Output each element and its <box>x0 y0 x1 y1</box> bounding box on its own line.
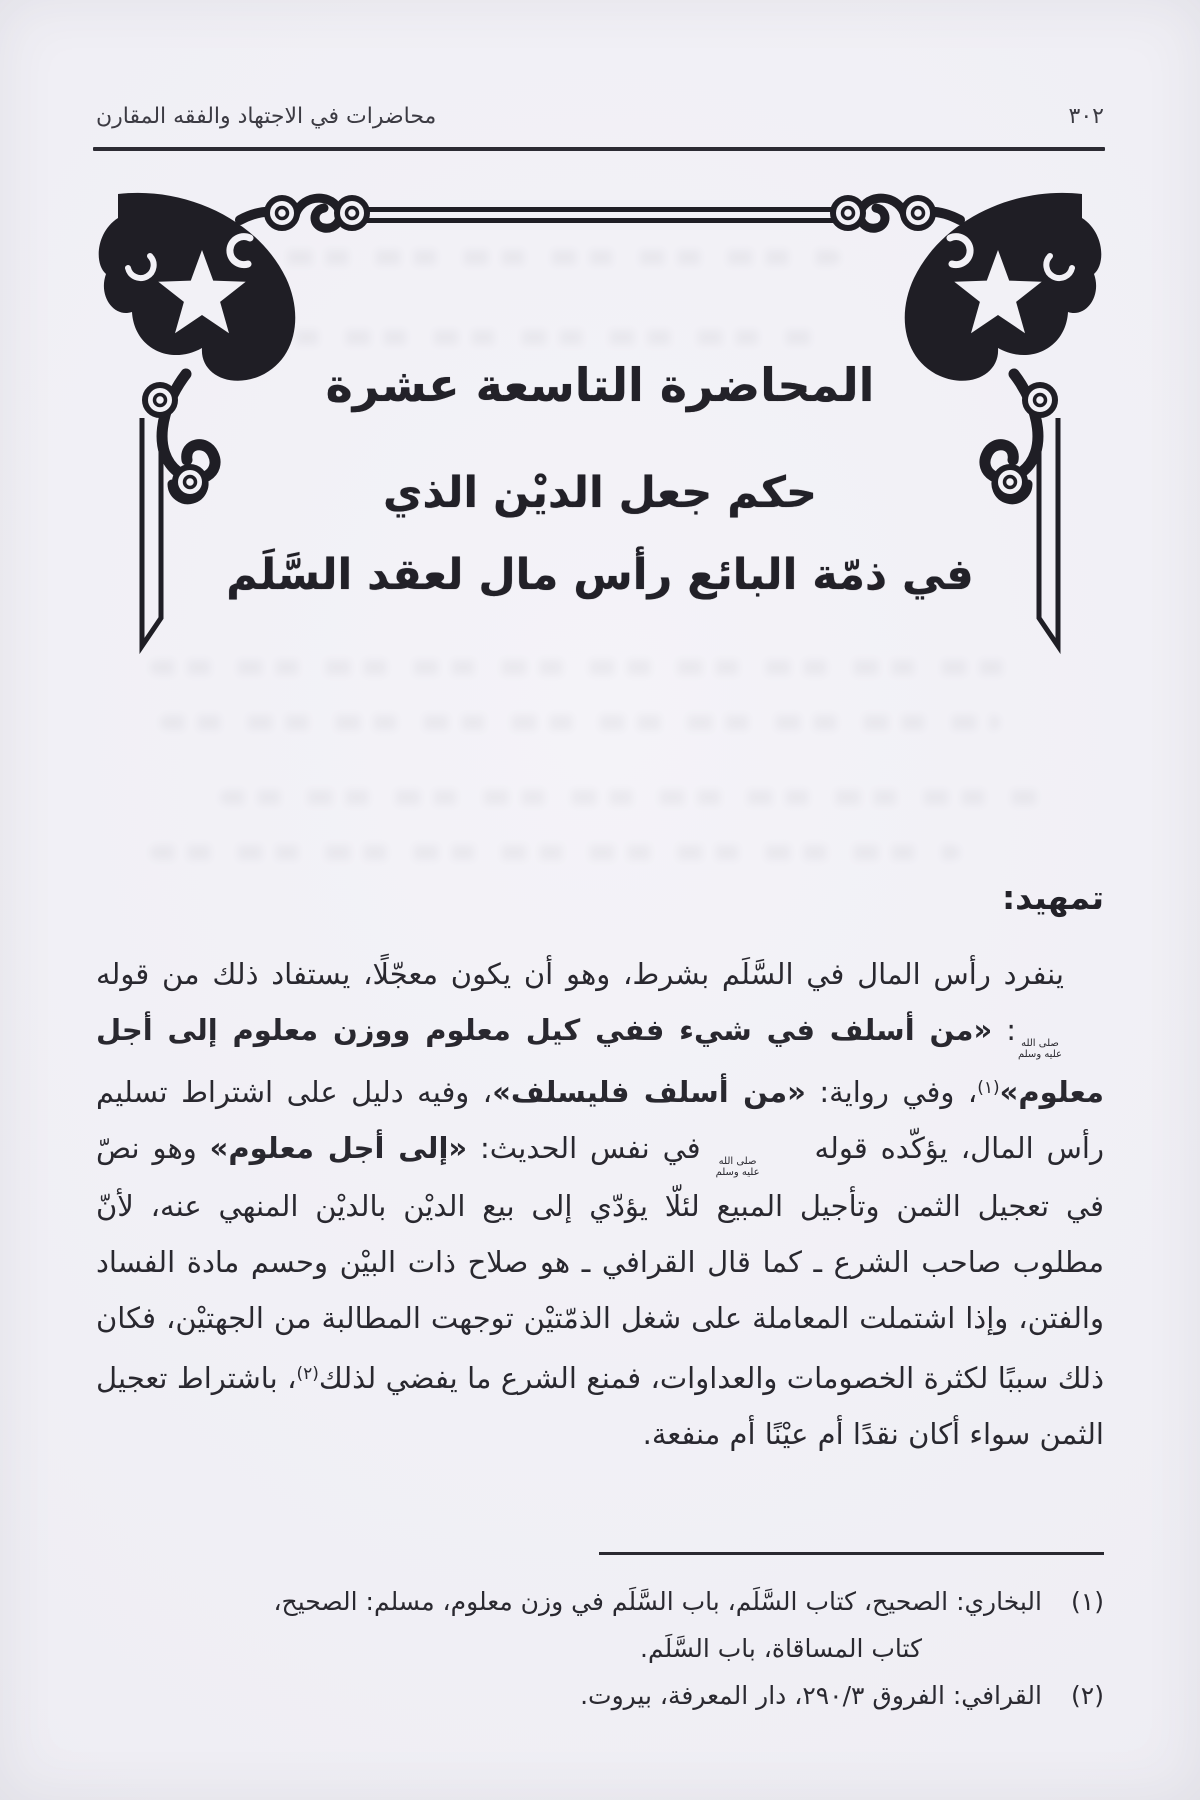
hadith-quote: «إلى أجل معلوم» <box>209 1131 468 1165</box>
footnote-separator <box>599 1552 1104 1555</box>
paragraph-segment: وهو نصّ في تعجيل الثمن وتأجيل المبيع لئلّا يؤدّي إلى بيع الديْن بالديْن المنهي عنه، لأنّ مطلوب صاحب الشرع ـ كما قال القرافي ـ هو صلاح ذات البيْن وحسم مادة الفساد والفتن، وإذا اشتملت المعاملة على شغل الذمّتيْن توجهت المطالبة من الجهتيْن، فكان ذلك سببًا لكثرة الخصومات والعداوات، فمنع الشرع ما يفضي لذلك <box>96 1131 1104 1395</box>
bleed-through-artifact <box>220 790 1040 805</box>
bleed-through-artifact <box>150 660 1030 675</box>
footnote-item <box>96 1578 1104 1625</box>
section-heading: تمهيد: <box>1001 878 1104 917</box>
paragraph-segment: : <box>992 1013 1016 1047</box>
paragraph-segment: ، باشتراط تعجيل الثمن سواء أكان نقدًا أم عيْنًا أم منفعة. <box>96 1361 1104 1451</box>
footnote-marker: (١) <box>1071 1587 1104 1616</box>
paragraph-segment: ينفرد رأس المال في السَّلَم بشرط، وهو أن يكون معجّلًا، يستفاد ذلك من قوله <box>96 957 1064 991</box>
running-book-title: محاضرات في الاجتهاد والفقه المقارن <box>96 104 437 129</box>
pbuh-honorific-icon <box>716 1156 800 1178</box>
paragraph-segment: في نفس الحديث: <box>467 1131 714 1165</box>
footnote-reference-1: (١) <box>977 1078 1000 1098</box>
footnotes-section <box>96 1578 1104 1719</box>
footnote-text: القرافي: الفروق ٢٩٠/٣، دار المعرفة، بيروت. <box>580 1681 1042 1710</box>
hadith-quote: «من أسلف في شيء ففي كيل معلوم ووزن معلوم إلى أجل معلوم» <box>96 1013 1104 1109</box>
bleed-through-artifact <box>150 845 960 860</box>
footnote-marker-spacer <box>1050 1625 1104 1672</box>
footnote-text: كتاب المساقاة، باب السَّلَم. <box>640 1634 922 1663</box>
bleed-through-artifact <box>160 715 1000 730</box>
chapter-title: المحاضرة التاسعة عشرة <box>325 358 875 412</box>
page-header <box>96 104 1104 129</box>
paragraph <box>96 946 1104 1462</box>
footnote-item-continuation <box>96 1625 1104 1672</box>
pbuh-bottom: عليه وسلم <box>1017 1049 1062 1060</box>
header-rule <box>93 147 1105 151</box>
pbuh-bottom: عليه وسلم <box>715 1167 760 1178</box>
paragraph-segment: ، وفي رواية: <box>805 1075 978 1109</box>
pbuh-honorific-icon <box>1018 1038 1102 1060</box>
footnote-marker: (٢) <box>1071 1681 1104 1710</box>
chapter-subtitle-line2: في ذمّة البائع رأس مال لعقد السَّلَم <box>226 550 974 600</box>
chapter-subtitle-line1: حكم جعل الديْن الذي <box>383 468 817 518</box>
pbuh-top: صلى الله <box>1021 1038 1059 1049</box>
page-number: ٣٠٢ <box>1068 104 1104 129</box>
footnote-reference-2: (٢) <box>296 1364 319 1384</box>
pbuh-top: صلى الله <box>718 1156 757 1167</box>
hadith-quote: «من أسلف فليسلف» <box>492 1075 806 1109</box>
paragraph-segment: ، وفيه دليل على اشتراط تسليم رأس المال، يؤكّده قوله <box>96 1075 1104 1165</box>
footnote-item <box>96 1672 1104 1719</box>
body-text-block <box>96 946 1104 1462</box>
footnote-text: البخاري: الصحيح، كتاب السَّلَم، باب السَّلَم في وزن معلوم، مسلم: الصحيح، <box>273 1587 1042 1616</box>
